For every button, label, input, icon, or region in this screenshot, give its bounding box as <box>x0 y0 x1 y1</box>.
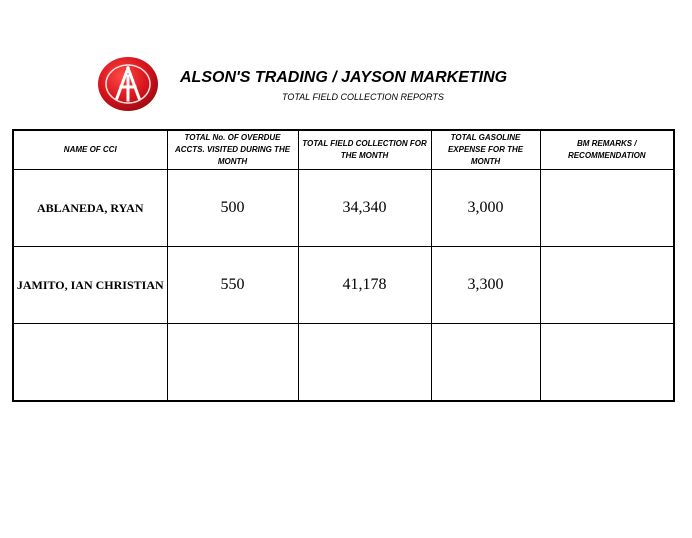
gasoline-expense-cell <box>431 324 540 402</box>
cci-name-cell: ABLANEDA, RYAN <box>13 170 167 247</box>
cci-name-cell <box>13 324 167 402</box>
column-header-accounts-visited: TOTAL No. OF OVERDUE ACCTS. VISITED DURING THE MONTH <box>167 130 298 170</box>
accounts-visited-cell <box>167 324 298 402</box>
gasoline-expense-cell: 3,300 <box>431 247 540 324</box>
accounts-visited-cell: 500 <box>167 170 298 247</box>
table-header-row <box>13 130 674 170</box>
column-header-gasoline-expense: TOTAL GASOLINE EXPENSE FOR THE MONTH <box>431 130 540 170</box>
column-header-name: NAME OF CCI <box>13 130 167 170</box>
alsons-logo-icon <box>97 56 159 112</box>
collection-report-table <box>12 129 675 402</box>
accounts-visited-cell: 550 <box>167 247 298 324</box>
field-collection-cell: 41,178 <box>298 247 431 324</box>
table-row <box>13 247 674 324</box>
field-collection-cell <box>298 324 431 402</box>
column-header-field-collection: TOTAL FIELD COLLECTION FOR THE MONTH <box>298 130 431 170</box>
remarks-cell <box>540 324 674 402</box>
column-header-remarks: BM REMARKS / RECOMMENDATION <box>540 130 674 170</box>
remarks-cell <box>540 247 674 324</box>
gasoline-expense-cell: 3,000 <box>431 170 540 247</box>
table-row <box>13 324 674 402</box>
table-row <box>13 170 674 247</box>
report-subtitle: TOTAL FIELD COLLECTION REPORTS <box>282 92 444 102</box>
company-title: ALSON'S TRADING / JAYSON MARKETING <box>180 69 508 86</box>
remarks-cell <box>540 170 674 247</box>
field-collection-cell: 34,340 <box>298 170 431 247</box>
cci-name-cell: JAMITO, IAN CHRISTIAN <box>13 247 167 324</box>
